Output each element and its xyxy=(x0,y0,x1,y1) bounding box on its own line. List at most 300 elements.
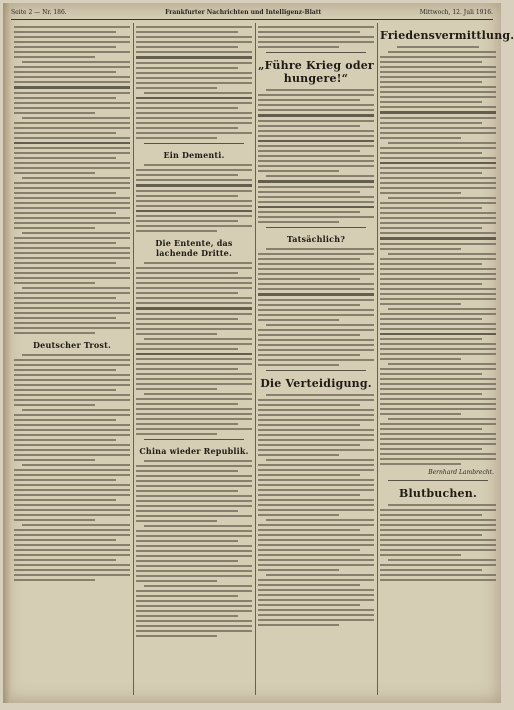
text-line xyxy=(380,328,496,330)
text-line xyxy=(14,499,116,501)
text-line xyxy=(258,186,374,188)
text-line xyxy=(380,66,496,68)
text-line xyxy=(136,490,238,492)
text-line xyxy=(258,464,374,466)
text-line xyxy=(380,217,496,219)
text-line xyxy=(258,474,360,476)
text-line xyxy=(136,323,252,325)
text-line xyxy=(380,117,496,119)
text-line xyxy=(388,363,496,365)
text-line xyxy=(258,114,374,117)
text-line xyxy=(388,142,496,144)
text-line xyxy=(14,504,130,506)
text-line xyxy=(258,299,374,301)
text-line xyxy=(14,429,130,431)
text-line xyxy=(14,404,95,406)
text-line xyxy=(258,609,374,611)
text-line xyxy=(136,302,252,304)
text-line xyxy=(136,510,238,512)
text-line xyxy=(380,56,496,58)
text-line xyxy=(258,46,339,48)
text-line xyxy=(380,579,496,581)
text-line xyxy=(14,539,116,541)
text-line xyxy=(380,167,496,169)
text-line xyxy=(14,182,130,184)
newspaper-page xyxy=(3,3,514,703)
text-line xyxy=(258,419,374,421)
text-line xyxy=(14,277,130,279)
text-line xyxy=(380,458,496,460)
text-line xyxy=(388,418,496,420)
text-line xyxy=(258,104,374,106)
text-line xyxy=(258,26,374,28)
text-line xyxy=(14,317,116,319)
text-line xyxy=(136,205,252,207)
text-line xyxy=(14,529,130,531)
text-line xyxy=(380,207,482,209)
text-line xyxy=(136,475,252,477)
text-line xyxy=(258,534,374,536)
text-line xyxy=(258,31,360,33)
text-line xyxy=(388,308,496,310)
text-line xyxy=(258,41,374,43)
text-line xyxy=(258,334,360,336)
heading-friedensvermittlung: Friedensvermittlung. xyxy=(380,29,514,42)
text-line xyxy=(380,81,482,83)
text-line xyxy=(136,373,252,375)
text-line xyxy=(380,177,496,179)
text-line xyxy=(14,107,130,109)
text-line xyxy=(258,109,374,111)
text-line xyxy=(380,222,496,224)
heading-entente: Die Entente, das lachende Dritte. xyxy=(155,238,233,258)
text-line xyxy=(258,599,374,601)
text-line xyxy=(14,449,130,451)
section-divider xyxy=(144,143,244,144)
section-divider xyxy=(266,52,366,53)
text-line xyxy=(136,403,238,405)
text-line xyxy=(258,293,374,296)
text-line xyxy=(258,544,374,546)
text-line xyxy=(380,71,496,73)
text-line xyxy=(136,41,252,43)
text-line xyxy=(380,519,496,521)
text-line xyxy=(22,524,130,526)
text-line xyxy=(258,569,339,571)
text-line xyxy=(380,423,496,425)
text-line xyxy=(136,500,252,502)
text-line xyxy=(258,494,360,496)
text-line xyxy=(380,438,496,440)
text-line xyxy=(380,248,461,250)
text-line xyxy=(14,132,116,134)
text-line xyxy=(258,614,374,616)
text-line xyxy=(136,67,238,69)
text-line xyxy=(14,127,130,129)
text-line xyxy=(136,343,252,345)
section-divider xyxy=(388,480,488,481)
text-line xyxy=(136,62,252,64)
text-line xyxy=(258,120,374,122)
text-line xyxy=(136,590,252,592)
text-line xyxy=(258,509,374,511)
text-line xyxy=(397,46,478,48)
text-line xyxy=(258,130,374,132)
text-line xyxy=(380,132,496,134)
text-line xyxy=(258,594,374,596)
text-line xyxy=(136,550,252,552)
text-line xyxy=(380,353,496,355)
text-line xyxy=(258,211,360,213)
text-line xyxy=(14,162,130,164)
text-line xyxy=(136,36,252,38)
text-line xyxy=(136,358,252,360)
page-header xyxy=(11,7,493,20)
text-line xyxy=(380,403,496,405)
text-line xyxy=(136,615,238,617)
text-line xyxy=(136,287,252,289)
text-line xyxy=(258,529,360,531)
text-line xyxy=(258,170,339,172)
text-line xyxy=(136,220,238,222)
text-line xyxy=(14,434,130,436)
text-line xyxy=(14,46,116,48)
text-line xyxy=(14,247,130,249)
text-line xyxy=(258,206,374,209)
text-line xyxy=(380,268,496,270)
page-binding-shadow xyxy=(3,3,11,703)
text-line xyxy=(14,302,130,304)
text-line xyxy=(380,237,496,240)
text-line xyxy=(380,413,461,415)
text-line xyxy=(258,359,374,361)
text-line xyxy=(136,46,238,48)
text-line xyxy=(258,624,339,626)
text-line xyxy=(136,297,252,299)
text-line xyxy=(380,192,461,194)
text-line xyxy=(380,152,482,154)
text-line xyxy=(258,489,374,491)
section-divider xyxy=(266,370,366,371)
text-line xyxy=(380,453,496,455)
text-line xyxy=(136,610,252,612)
text-line xyxy=(14,167,130,169)
text-line xyxy=(380,574,496,576)
text-line xyxy=(14,242,116,244)
text-line xyxy=(380,448,482,450)
text-line xyxy=(14,544,130,546)
text-line xyxy=(22,232,130,234)
header-page-number: Seite 2 — Nr. 186. xyxy=(11,9,67,16)
text-line xyxy=(22,61,130,63)
text-line xyxy=(380,232,496,234)
text-line xyxy=(136,137,217,139)
text-line xyxy=(136,313,252,315)
text-line xyxy=(380,202,496,204)
text-line xyxy=(136,535,252,537)
text-line xyxy=(14,172,95,174)
text-line xyxy=(144,393,252,395)
text-line xyxy=(258,344,374,346)
text-line xyxy=(14,379,130,381)
text-line xyxy=(266,324,374,326)
text-line xyxy=(14,444,130,446)
text-line xyxy=(136,428,252,430)
text-line xyxy=(14,484,130,486)
text-line xyxy=(14,272,130,274)
text-line xyxy=(258,539,374,541)
text-line xyxy=(380,127,496,129)
text-line xyxy=(136,267,252,269)
text-line xyxy=(380,243,496,245)
text-line xyxy=(144,585,252,587)
text-line xyxy=(136,515,252,517)
text-line xyxy=(380,182,496,184)
text-line xyxy=(136,333,217,335)
text-line xyxy=(14,122,130,124)
text-line xyxy=(258,349,374,351)
text-line xyxy=(14,519,95,521)
text-line xyxy=(14,312,130,314)
text-line xyxy=(144,525,252,527)
text-line xyxy=(136,97,252,100)
text-line xyxy=(258,304,360,306)
text-line xyxy=(136,31,238,33)
text-line xyxy=(136,102,252,104)
text-line xyxy=(380,313,496,315)
text-line xyxy=(144,338,252,340)
text-line xyxy=(258,364,339,366)
text-line xyxy=(22,177,130,179)
column-1 xyxy=(11,23,134,695)
text-line xyxy=(258,160,374,162)
text-line xyxy=(380,393,482,395)
text-line xyxy=(136,117,252,119)
text-line xyxy=(136,184,252,187)
text-line xyxy=(380,388,496,390)
text-line xyxy=(136,307,252,310)
text-line xyxy=(14,212,116,214)
text-line xyxy=(14,257,130,259)
text-line xyxy=(266,519,374,521)
text-line xyxy=(136,423,238,425)
text-line xyxy=(14,66,130,68)
text-line xyxy=(258,288,374,290)
text-line xyxy=(14,419,116,421)
heading-verteidigung: Die Verteidigung. xyxy=(260,376,372,390)
text-line xyxy=(380,263,482,265)
text-line xyxy=(258,619,374,621)
text-line xyxy=(136,470,238,472)
text-line xyxy=(136,398,252,400)
text-line xyxy=(258,524,374,526)
text-line xyxy=(258,559,374,561)
text-line xyxy=(14,81,130,83)
text-line xyxy=(258,155,374,157)
text-line xyxy=(388,51,496,53)
text-line xyxy=(136,620,252,622)
text-line xyxy=(14,26,130,28)
text-line xyxy=(258,479,374,481)
text-line xyxy=(14,564,130,566)
text-line xyxy=(14,569,130,571)
text-line xyxy=(14,142,130,145)
text-line xyxy=(380,273,496,275)
text-line xyxy=(258,499,374,501)
text-line xyxy=(22,287,130,289)
text-line xyxy=(266,89,374,91)
text-line xyxy=(380,212,496,214)
text-line xyxy=(258,439,374,441)
text-line xyxy=(380,338,482,340)
text-line xyxy=(380,373,482,375)
text-line xyxy=(136,555,252,557)
text-line xyxy=(380,323,496,325)
text-line xyxy=(380,529,496,531)
text-line xyxy=(14,332,95,334)
text-line xyxy=(14,202,130,204)
text-line xyxy=(258,484,374,486)
text-line xyxy=(380,172,482,174)
text-line xyxy=(380,509,496,511)
text-line xyxy=(136,465,252,467)
text-line xyxy=(266,459,374,461)
text-line xyxy=(136,26,252,28)
section-divider xyxy=(266,227,366,228)
text-line xyxy=(380,463,461,465)
text-line xyxy=(258,36,374,38)
text-line xyxy=(136,282,252,284)
text-line xyxy=(14,137,130,139)
text-line xyxy=(14,217,130,219)
text-line xyxy=(380,544,496,546)
text-line xyxy=(258,99,360,101)
text-line xyxy=(14,509,130,511)
text-line xyxy=(136,575,252,577)
text-line xyxy=(380,524,496,526)
text-line xyxy=(136,560,238,562)
text-line xyxy=(136,277,252,279)
text-line xyxy=(258,253,374,255)
text-line xyxy=(14,389,116,391)
text-line xyxy=(136,363,252,365)
text-line xyxy=(380,76,496,78)
text-line xyxy=(258,125,360,127)
text-line xyxy=(380,534,482,536)
text-line xyxy=(258,180,374,183)
text-line xyxy=(258,554,374,556)
heading-deutscher-trost: Deutscher Trost. xyxy=(33,340,111,350)
text-line xyxy=(258,409,374,411)
text-line xyxy=(14,297,116,299)
text-line xyxy=(258,309,374,311)
column-2 xyxy=(133,23,256,695)
text-line xyxy=(258,579,374,581)
text-line xyxy=(258,399,374,401)
text-line xyxy=(380,298,496,300)
text-line xyxy=(14,549,130,551)
text-line xyxy=(258,429,374,431)
text-line xyxy=(136,87,217,89)
column-4 xyxy=(377,23,514,695)
text-line xyxy=(144,92,252,94)
text-line xyxy=(14,112,95,114)
text-line xyxy=(258,329,374,331)
text-line xyxy=(14,307,130,309)
text-line xyxy=(136,480,252,482)
text-line xyxy=(258,201,374,203)
text-line xyxy=(22,409,130,411)
heading-blutbuchen: Blutbuchen. xyxy=(399,487,477,500)
text-line xyxy=(136,56,252,59)
text-line xyxy=(136,545,252,547)
text-line xyxy=(14,97,116,99)
text-line xyxy=(136,190,252,192)
text-line xyxy=(258,339,374,341)
text-line xyxy=(266,574,374,576)
text-line xyxy=(380,288,496,290)
text-line xyxy=(258,278,360,280)
text-line xyxy=(136,169,252,171)
text-line xyxy=(136,77,252,79)
text-line xyxy=(14,262,116,264)
text-line xyxy=(136,630,252,632)
text-line xyxy=(380,106,496,108)
text-line xyxy=(380,433,496,435)
text-line xyxy=(258,258,360,260)
text-line xyxy=(380,398,496,400)
text-line xyxy=(136,580,217,582)
text-line xyxy=(380,61,482,63)
text-line xyxy=(14,579,95,581)
text-line xyxy=(258,454,339,456)
text-line xyxy=(136,565,252,567)
text-line xyxy=(14,424,130,426)
text-line xyxy=(258,319,339,321)
text-line xyxy=(136,328,252,330)
text-line xyxy=(380,258,496,260)
text-line xyxy=(14,222,130,224)
text-line xyxy=(388,253,496,255)
text-line xyxy=(258,283,374,285)
text-line xyxy=(380,111,496,114)
header-date: Mittwoch, 12. Juli 1916. xyxy=(419,9,493,16)
text-line xyxy=(136,353,252,356)
text-line xyxy=(144,164,252,166)
heading-ein-dementi: Ein Dementi. xyxy=(163,150,225,160)
text-line xyxy=(14,36,130,38)
text-line xyxy=(380,348,496,350)
text-line xyxy=(258,94,374,96)
text-line xyxy=(380,303,461,305)
text-line xyxy=(136,520,217,522)
text-line xyxy=(22,117,130,119)
text-line xyxy=(14,147,130,149)
text-line xyxy=(258,165,374,167)
text-line xyxy=(14,469,130,471)
text-line xyxy=(14,282,95,284)
text-line xyxy=(136,215,252,217)
text-line xyxy=(136,348,238,350)
text-line xyxy=(136,132,252,134)
text-line xyxy=(14,559,116,561)
text-line xyxy=(136,495,252,497)
text-line xyxy=(144,460,252,462)
text-line xyxy=(136,179,252,181)
text-line xyxy=(380,443,496,445)
text-line xyxy=(14,439,116,441)
text-line xyxy=(14,92,130,94)
